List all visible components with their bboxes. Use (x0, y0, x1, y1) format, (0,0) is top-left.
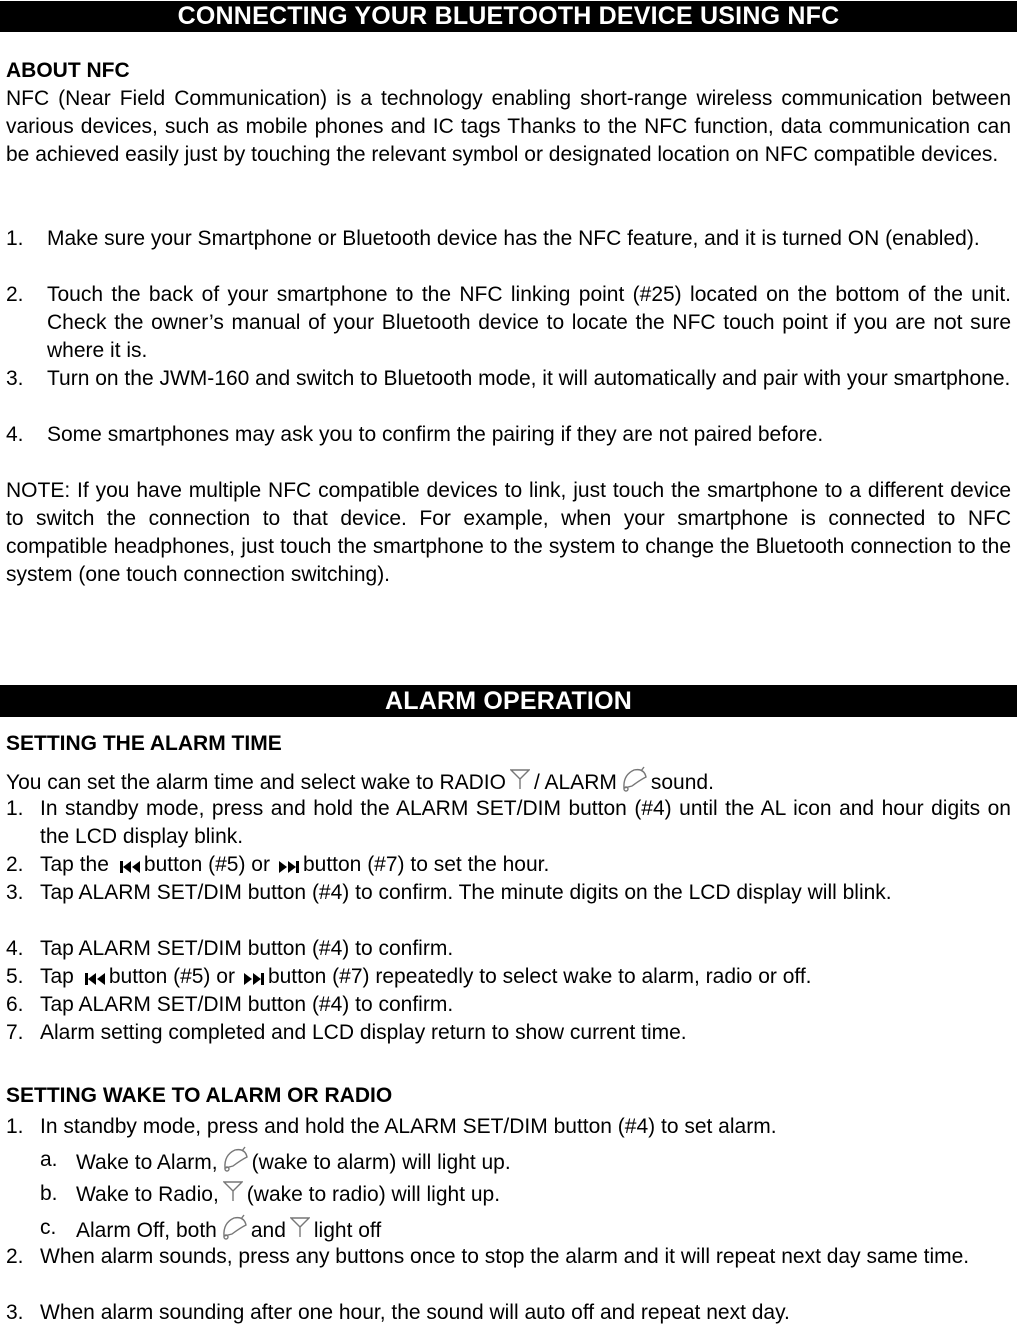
step-number: 3. (6, 881, 24, 904)
radio-antenna-icon (223, 1180, 243, 1202)
intro-text-c: sound. (650, 771, 714, 794)
about-nfc-text: NFC (Near Field Communication) is a technology enabling short-range wireless communication between various devices, such as mobile phones and IC tags Thanks to the NFC function, data communication can be achieved easily just by touching the relevant symbol or designated location on NFC compatible devices. (6, 87, 1011, 166)
step-text-c: button (#7) to set the hour. (302, 853, 550, 876)
step-number: 3. (6, 367, 24, 390)
step-text: When alarm sounding after one hour, the sound will auto off and repeat next day. (40, 1301, 790, 1324)
step-text-b: button (#5) or (108, 965, 235, 988)
step-text: Touch the back of your smartphone to the NFC linking point (#25) located on the bottom of the unit. Check the owner’s manual of your Bluetooth device to locate the NFC touch point if you are not sure where it is. (47, 283, 1011, 362)
skip-next-icon (243, 972, 265, 986)
step-number: 2. (6, 283, 24, 306)
alarm-intro (6, 766, 1011, 797)
intro-text-a: You can set the alarm time and select wake to RADIO (6, 771, 506, 794)
step-number: 1. (6, 1115, 24, 1138)
step-text-a: Alarm Off, both (76, 1219, 217, 1242)
step-text: Some smartphones may ask you to confirm the pairing if they are not paired before. (47, 423, 824, 446)
radio-antenna-icon (510, 768, 530, 790)
step-number: 1. (6, 227, 24, 250)
step-number: 7. (6, 1021, 24, 1044)
alarm-bell-icon (220, 1214, 248, 1240)
step-text: Alarm setting completed and LCD display return to show current time. (40, 1021, 687, 1044)
skip-previous-icon (119, 860, 141, 874)
step-line (76, 1214, 381, 1245)
skip-next-icon (278, 860, 300, 874)
step-text-c: button (#7) repeatedly to select wake to alarm, radio or off. (267, 965, 812, 988)
intro-text-b: / ALARM (533, 771, 617, 794)
step-number: 3. (6, 1301, 24, 1324)
step-line (76, 1146, 511, 1177)
step-text: In standby mode, press and hold the ALARM SET/DIM button (#4) to set alarm. (40, 1115, 777, 1138)
step-number: 2. (6, 853, 24, 876)
nfc-note: NOTE: If you have multiple NFC compatible devices to link, just touch the smartphone to a different device to switch the connection to that device. For example, when your smartphone is connected to NFC compatible headphones, just touch the smartphone to the system to change the Bluetooth connection to the system (one touch connection switching). (6, 479, 1011, 586)
step-text-a: Tap the (40, 853, 109, 876)
wake-to-alarm-title: SETTING WAKE TO ALARM OR RADIO (6, 1084, 393, 1107)
step-number: 4. (6, 937, 24, 960)
alarm-section-heading: ALARM OPERATION (0, 685, 1017, 717)
step-text-b: (wake to radio) will light up. (246, 1183, 501, 1206)
step-text-b: button (#5) or (143, 853, 270, 876)
step-text: Make sure your Smartphone or Bluetooth device has the NFC feature, and it is turned ON (enabled). (47, 227, 980, 250)
step-number: c. (40, 1216, 57, 1239)
step-number: 6. (6, 993, 24, 1016)
skip-previous-icon (84, 972, 106, 986)
nfc-section-heading: CONNECTING YOUR BLUETOOTH DEVICE USING NFC (0, 1, 1017, 32)
step-number: 2. (6, 1245, 24, 1268)
alarm-bell-icon (620, 766, 648, 792)
step-text: Tap ALARM SET/DIM button (#4) to confirm. The minute digits on the LCD display will blink. (40, 881, 892, 904)
step-text-a: Wake to Radio, (76, 1183, 219, 1206)
step-text-c: light off (313, 1219, 382, 1242)
step-text: In standby mode, press and hold the ALARM SET/DIM button (#4) until the AL icon and hour digits on the LCD display blink. (40, 797, 1011, 848)
step-text: Tap ALARM SET/DIM button (#4) to confirm. (40, 993, 454, 1016)
step-number: 5. (6, 965, 24, 988)
step-text: Tap ALARM SET/DIM button (#4) to confirm. (40, 937, 454, 960)
step-text-a: Wake to Alarm, (76, 1151, 218, 1174)
step-line (40, 851, 549, 879)
step-text: When alarm sounds, press any buttons once to stop the alarm and it will repeat next day same time. (40, 1245, 970, 1268)
step-number: 4. (6, 423, 24, 446)
step-number: a. (40, 1148, 58, 1171)
step-text-a: Tap (40, 965, 74, 988)
step-line (76, 1180, 500, 1209)
about-nfc-title: ABOUT NFC (6, 59, 130, 82)
step-text-b: and (250, 1219, 286, 1242)
step-line (40, 963, 812, 991)
step-number: b. (40, 1182, 58, 1205)
step-text-b: (wake to alarm) will light up. (251, 1151, 511, 1174)
alarm-bell-icon (221, 1146, 249, 1172)
step-number: 1. (6, 797, 24, 820)
step-text: Turn on the JWM-160 and switch to Bluetooth mode, it will automatically and pair with your smartphone. (47, 367, 1011, 390)
radio-antenna-icon (290, 1216, 310, 1238)
setting-alarm-time-title: SETTING THE ALARM TIME (6, 732, 282, 755)
